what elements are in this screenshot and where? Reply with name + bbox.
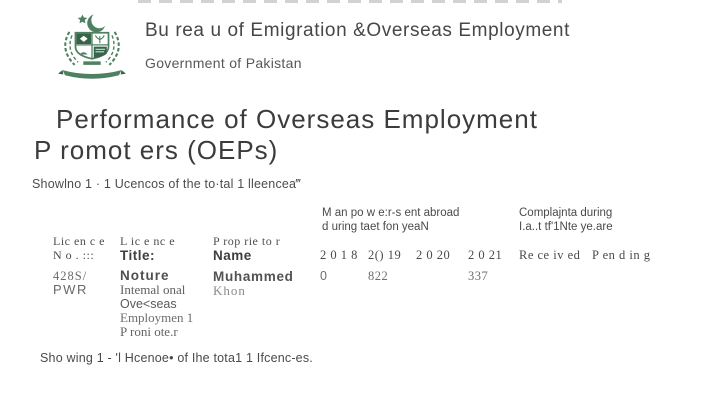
group-header-manpower-line2: d uring taet fon yeaN [322, 221, 429, 233]
col-header-2018: 2 0 1 8 [320, 248, 358, 262]
pakistan-emblem-logo [48, 11, 136, 84]
licence-no-line1: 428S/ [53, 269, 88, 283]
group-header-complaints-line1: Complajnta during [519, 207, 613, 219]
group-header-manpower-line1: M an po w e:r-s ent abroad [322, 207, 460, 219]
col-header-proprietor-line1: P rop rie to r [213, 234, 281, 248]
col-header-received: Re ce iv ed [519, 248, 581, 262]
col-header-licence-no-line1: Lic en c e [53, 234, 105, 248]
licence-title-line5: P roni ote.r [120, 324, 178, 339]
col-header-licence-no-line2: N o . ::: [53, 248, 95, 262]
licence-title-line3: Ove<seas [120, 297, 177, 311]
value-2018: 0 [320, 269, 328, 283]
col-header-2019: 2() 19 [368, 248, 402, 262]
col-header-licence-title-line2: Title: [120, 248, 156, 263]
gov-name: Government of Pakistan [145, 55, 302, 71]
licence-no-line2: PWR [53, 282, 88, 297]
proprietor-name-line2: Khon [213, 283, 246, 298]
pakistan-emblem-icon [48, 11, 136, 84]
page-title-line1: Performance of Overseas Employment [56, 104, 538, 134]
proprietor-name-line1: Muhammed [213, 269, 294, 284]
col-header-2021: 2 0 21 [468, 248, 503, 262]
value-2019: 822 [368, 269, 389, 283]
col-header-proprietor-line2: Name [213, 248, 252, 263]
page-title-line2: P romot ers (OEPs) [34, 135, 279, 165]
col-header-licence-title-line1: L ic e nc e [120, 234, 176, 248]
value-2021: 337 [468, 269, 489, 283]
showing-summary-top: Showlno 1 · 1 Ucencos of the to·tal 1 lleencea‴ [32, 177, 301, 191]
licence-title-line2: Intemal onal [120, 282, 186, 297]
group-header-complaints-line2: I.a..t tf'1Nte ye.are [519, 221, 613, 233]
group-header-complaints [519, 206, 613, 234]
licence-title-line4: Employmen 1 [120, 310, 194, 325]
col-header-pending: P en d in g [592, 248, 651, 262]
group-header-manpower [322, 206, 459, 234]
org-name: Bu rea u of Emigration &Overseas Employment [145, 20, 570, 41]
cropped-text-artifact [138, 0, 562, 3]
showing-summary-bottom: Sho wing 1 - 'l Hcenoe• of Ihe tota1 1 Ifcenc-es. [40, 351, 313, 365]
col-header-2020: 2 0 20 [416, 248, 451, 262]
licence-title-line1: Noture [120, 268, 170, 283]
